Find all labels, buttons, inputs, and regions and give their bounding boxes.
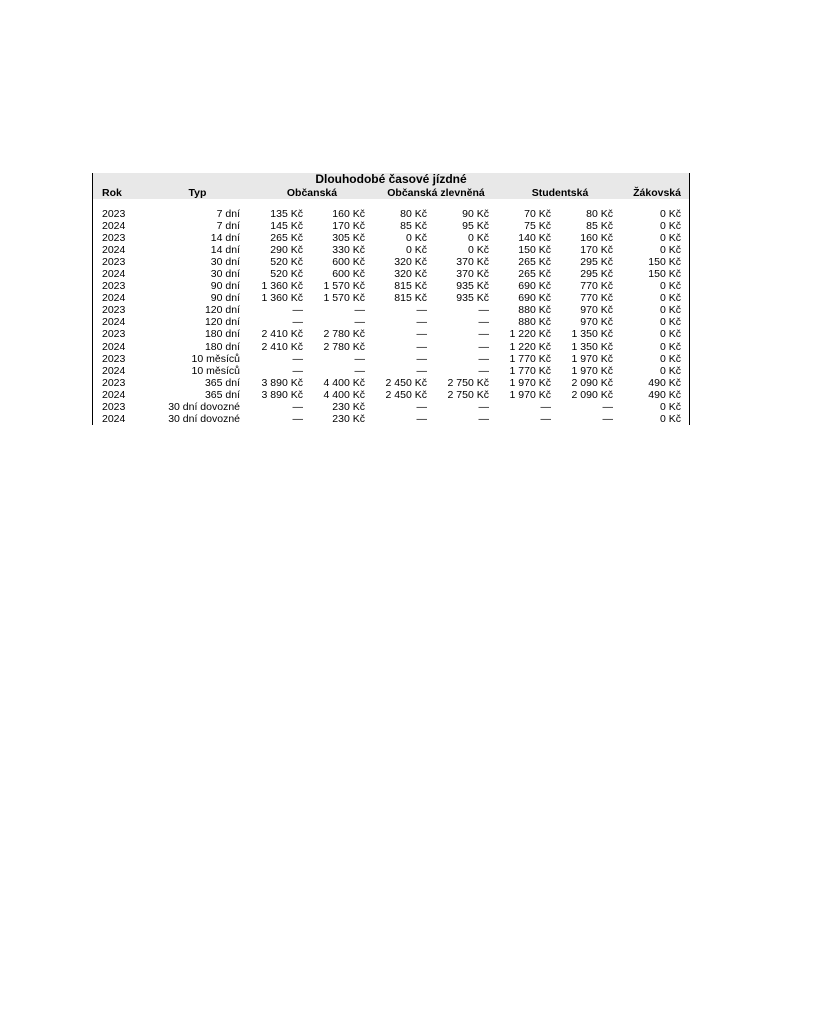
cell-year: 2024 [102,388,126,401]
cell-year: 2023 [102,352,126,365]
cell-studentska-2: 295 Kč [580,256,613,269]
cell-obcanska-2: 170 Kč [332,219,365,232]
cell-zakovska: 150 Kč [648,268,681,281]
cell-type: 10 měsíců [191,352,240,365]
cell-zakovska: 0 Kč [659,340,681,353]
cell-type: 180 dní [204,340,240,353]
cell-obcanska-1: — [292,412,303,425]
cell-obcanska-1: 2 410 Kč [261,340,303,353]
cell-year: 2023 [102,207,126,220]
table-row [93,353,689,365]
table-row [93,377,689,389]
cell-studentska-2: 1 970 Kč [571,352,613,365]
cell-studentska-1: — [540,400,551,413]
cell-obcanska-2: 330 Kč [332,244,365,257]
cell-studentska-2: 80 Kč [586,207,613,220]
cell-obcanska-2: 1 570 Kč [323,292,365,305]
cell-obcanska-1: — [292,364,303,377]
cell-obcanska-zlevnena-2: — [478,412,489,425]
cell-obcanska-2: 160 Kč [332,207,365,220]
cell-zakovska: 0 Kč [659,412,681,425]
cell-studentska-2: 770 Kč [580,280,613,293]
table-row [93,208,689,220]
cell-studentska-2: 1 350 Kč [571,328,613,341]
cell-obcanska-zlevnena-1: — [416,400,427,413]
cell-obcanska-1: 145 Kč [270,219,303,232]
cell-obcanska-1: 3 890 Kč [261,376,303,389]
cell-obcanska-zlevnena-1: 320 Kč [394,268,427,281]
cell-obcanska-1: 265 Kč [270,231,303,244]
cell-studentska-1: 70 Kč [524,207,551,220]
table-row [93,292,689,304]
cell-obcanska-1: 3 890 Kč [261,388,303,401]
header-group-obcanska: Občanská [250,187,374,199]
table-row [93,232,689,244]
header-year: Rok [93,187,145,199]
cell-obcanska-2: — [354,316,365,329]
table-row [93,389,689,401]
cell-obcanska-2: 230 Kč [332,412,365,425]
cell-obcanska-1: 1 360 Kč [261,280,303,293]
header-group-zakovska: Žákovská [622,187,689,199]
table-row [93,256,689,268]
cell-zakovska: 0 Kč [659,219,681,232]
cell-obcanska-1: — [292,316,303,329]
cell-studentska-2: 85 Kč [586,219,613,232]
cell-zakovska: 150 Kč [648,256,681,269]
table-row [93,401,689,413]
cell-obcanska-1: 2 410 Kč [261,328,303,341]
table-row [93,304,689,316]
cell-year: 2024 [102,219,126,232]
cell-type: 14 dní [210,231,240,244]
cell-studentska-1: 140 Kč [518,231,551,244]
cell-zakovska: 490 Kč [648,376,681,389]
cell-obcanska-2: 600 Kč [332,268,365,281]
cell-studentska-1: 1 220 Kč [509,328,551,341]
cell-year: 2024 [102,268,126,281]
header-spacer-row [93,199,689,208]
cell-studentska-1: 265 Kč [518,256,551,269]
cell-obcanska-zlevnena-2: 0 Kč [467,231,489,244]
cell-type: 7 dní [216,207,240,220]
cell-type: 30 dní [210,268,240,281]
cell-studentska-2: 970 Kč [580,316,613,329]
cell-obcanska-1: 135 Kč [270,207,303,220]
table-row [93,365,689,377]
cell-zakovska: 0 Kč [659,244,681,257]
cell-studentska-2: — [602,412,613,425]
table-row [93,341,689,353]
cell-year: 2023 [102,304,126,317]
cell-studentska-2: 160 Kč [580,231,613,244]
cell-obcanska-zlevnena-2: — [478,352,489,365]
cell-obcanska-2: — [354,364,365,377]
cell-obcanska-2: 4 400 Kč [323,388,365,401]
cell-obcanska-zlevnena-2: — [478,340,489,353]
cell-obcanska-zlevnena-2: 95 Kč [462,219,489,232]
cell-year: 2024 [102,292,126,305]
cell-year: 2024 [102,364,126,377]
cell-year: 2023 [102,256,126,269]
cell-obcanska-zlevnena-2: 90 Kč [462,207,489,220]
cell-studentska-2: 1 970 Kč [571,364,613,377]
table-title: Dlouhodobé časové jízdné [93,173,689,187]
cell-studentska-2: 2 090 Kč [571,388,613,401]
cell-obcanska-zlevnena-1: 815 Kč [394,280,427,293]
cell-studentska-1: 690 Kč [518,292,551,305]
cell-studentska-1: 880 Kč [518,304,551,317]
cell-obcanska-zlevnena-1: 815 Kč [394,292,427,305]
cell-obcanska-zlevnena-1: 2 450 Kč [385,388,427,401]
cell-obcanska-1: 290 Kč [270,244,303,257]
cell-studentska-1: 1 770 Kč [509,352,551,365]
cell-type: 10 měsíců [191,364,240,377]
table-row [93,316,689,328]
cell-year: 2023 [102,280,126,293]
cell-obcanska-zlevnena-1: 80 Kč [400,207,427,220]
cell-zakovska: 0 Kč [659,280,681,293]
cell-year: 2023 [102,328,126,341]
cell-obcanska-zlevnena-2: 2 750 Kč [447,376,489,389]
cell-zakovska: 0 Kč [659,304,681,317]
table-title-row [93,173,689,187]
cell-studentska-1: 1 220 Kč [509,340,551,353]
cell-obcanska-2: 305 Kč [332,231,365,244]
cell-obcanska-zlevnena-2: 0 Kč [467,244,489,257]
cell-type: 90 dní [210,280,240,293]
cell-obcanska-1: — [292,304,303,317]
spacer-cell [93,199,689,208]
cell-obcanska-zlevnena-2: 2 750 Kč [447,388,489,401]
cell-zakovska: 0 Kč [659,328,681,341]
cell-obcanska-zlevnena-2: — [478,328,489,341]
cell-studentska-1: 1 770 Kč [509,364,551,377]
cell-obcanska-2: — [354,304,365,317]
cell-obcanska-2: 4 400 Kč [323,376,365,389]
cell-studentska-2: 770 Kč [580,292,613,305]
cell-obcanska-zlevnena-1: 2 450 Kč [385,376,427,389]
cell-obcanska-zlevnena-1: — [416,304,427,317]
table-row [93,280,689,292]
fares-table-body [93,173,689,425]
cell-obcanska-zlevnena-2: — [478,400,489,413]
cell-obcanska-zlevnena-2: 935 Kč [456,292,489,305]
cell-year: 2023 [102,231,126,244]
cell-studentska-2: 2 090 Kč [571,376,613,389]
cell-type: 365 dní [204,388,240,401]
cell-obcanska-zlevnena-1: 320 Kč [394,256,427,269]
cell-year: 2023 [102,376,126,389]
cell-type: 14 dní [210,244,240,257]
cell-type: 30 dní [210,256,240,269]
cell-year: 2024 [102,340,126,353]
cell-obcanska-zlevnena-2: — [478,316,489,329]
table-header-row [93,187,689,199]
cell-year: 2024 [102,412,126,425]
cell-studentska-2: 970 Kč [580,304,613,317]
cell-studentska-1: 150 Kč [518,244,551,257]
cell-obcanska-1: 1 360 Kč [261,292,303,305]
cell-obcanska-2: 600 Kč [332,256,365,269]
cell-obcanska-2: 1 570 Kč [323,280,365,293]
fares-table-container [92,173,690,425]
cell-type: 30 dní dovozné [168,400,240,413]
cell-studentska-2: 295 Kč [580,268,613,281]
cell-obcanska-zlevnena-1: — [416,328,427,341]
header-type: Typ [145,187,250,199]
cell-type: 365 dní [204,376,240,389]
cell-type: 30 dní dovozné [168,412,240,425]
cell-zakovska: 0 Kč [659,364,681,377]
cell-studentska-1: 1 970 Kč [509,388,551,401]
cell-zakovska: 0 Kč [659,292,681,305]
cell-obcanska-2: — [354,352,365,365]
cell-type: 90 dní [210,292,240,305]
cell-obcanska-1: 520 Kč [270,268,303,281]
cell-obcanska-1: — [292,352,303,365]
cell-zakovska: 0 Kč [659,231,681,244]
cell-year: 2024 [102,244,126,257]
cell-obcanska-zlevnena-1: 85 Kč [400,219,427,232]
cell-obcanska-zlevnena-1: 0 Kč [405,231,427,244]
cell-obcanska-zlevnena-2: 370 Kč [456,256,489,269]
cell-zakovska: 490 Kč [648,388,681,401]
cell-studentska-1: 75 Kč [524,219,551,232]
cell-type: 120 dní [204,316,240,329]
cell-studentska-2: 1 350 Kč [571,340,613,353]
cell-type: 180 dní [204,328,240,341]
cell-studentska-1: 1 970 Kč [509,376,551,389]
cell-obcanska-1: 520 Kč [270,256,303,269]
cell-studentska-2: — [602,400,613,413]
fares-table [93,173,689,425]
cell-obcanska-zlevnena-1: 0 Kč [405,244,427,257]
table-row [93,328,689,340]
cell-obcanska-zlevnena-1: — [416,364,427,377]
cell-studentska-1: 690 Kč [518,280,551,293]
cell-type: 7 dní [216,219,240,232]
cell-obcanska-zlevnena-2: — [478,304,489,317]
cell-obcanska-1: — [292,400,303,413]
cell-studentska-1: 880 Kč [518,316,551,329]
cell-obcanska-2: 2 780 Kč [323,340,365,353]
cell-studentska-1: 265 Kč [518,268,551,281]
table-row [93,220,689,232]
cell-zakovska: 0 Kč [659,352,681,365]
cell-obcanska-zlevnena-2: 935 Kč [456,280,489,293]
table-row [93,244,689,256]
cell-year: 2024 [102,316,126,329]
cell-studentska-2: 170 Kč [580,244,613,257]
cell-obcanska-2: 2 780 Kč [323,328,365,341]
cell-obcanska-zlevnena-1: — [416,352,427,365]
cell-obcanska-2: 230 Kč [332,400,365,413]
table-row [93,413,689,425]
cell-zakovska: 0 Kč [659,207,681,220]
cell-obcanska-zlevnena-2: — [478,364,489,377]
cell-type: 120 dní [204,304,240,317]
cell-obcanska-zlevnena-1: — [416,340,427,353]
cell-obcanska-zlevnena-1: — [416,316,427,329]
cell-studentska-1: — [540,412,551,425]
cell-obcanska-zlevnena-2: 370 Kč [456,268,489,281]
header-group-studentska: Studentská [498,187,622,199]
header-group-obcanska-zlevnena: Občanská zlevněná [374,187,498,199]
cell-zakovska: 0 Kč [659,400,681,413]
cell-obcanska-zlevnena-1: — [416,412,427,425]
table-row [93,268,689,280]
cell-zakovska: 0 Kč [659,316,681,329]
cell-year: 2023 [102,400,126,413]
